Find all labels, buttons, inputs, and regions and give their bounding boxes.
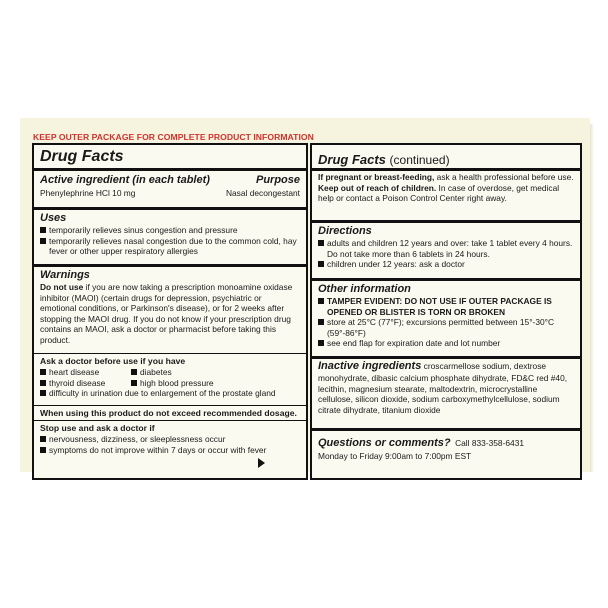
stop-use-item: symptoms do not improve within 7 days or occur with fever xyxy=(40,445,300,456)
purpose-value: Nasal decongestant xyxy=(225,188,300,198)
pregnancy-label: If pregnant or breast-feeding, xyxy=(318,172,435,182)
ask-doctor-item: difficulty in urination due to enlargement of the prostate gland xyxy=(40,388,300,399)
direction-item: adults and children 12 years and over: take 1 tablet every 4 hours. Do not take more than 6 tablets in 24 hours. xyxy=(318,238,574,259)
active-ingredient: Phenylephrine HCl 10 mg xyxy=(40,188,136,198)
divider xyxy=(312,428,580,431)
expiration-info: see end flap for expiration date and lot number xyxy=(318,338,574,349)
dosage-warning: When using this product do not exceed recommended dosage. xyxy=(40,408,297,418)
stop-use-title: Stop use and ask a doctor if xyxy=(40,423,155,433)
questions-hours: Monday to Friday 9:00am to 7:00pm EST xyxy=(318,451,472,461)
ask-doctor-title: Ask a doctor before use if you have xyxy=(40,356,186,366)
package-edge xyxy=(590,124,594,472)
purpose-header: Purpose xyxy=(255,174,300,186)
divider xyxy=(312,278,580,281)
inactive-ingredients xyxy=(318,360,574,415)
pregnancy-warning xyxy=(318,172,574,183)
drug-facts-title: Drug Facts xyxy=(40,148,124,165)
other-information-title: Other information xyxy=(318,283,411,295)
divider xyxy=(34,353,306,354)
inactive-ingredients-text: croscarmellose sodium, dextrose monohydrate, dibasic calcium phosphate dihydrate, FD&C red #40, lecithin, magnesium stearate, maltodextrin, microcrystalline cellulose, silicon dioxide, sodium carboxymethylcellulose, sodium citrate dihydrate, titanium dioxide xyxy=(318,361,568,415)
ask-doctor-item: heart disease xyxy=(40,367,117,378)
children-text: In case of overdose, get medical help or contact a Poison Control Center right away. xyxy=(318,182,560,204)
active-ingredient-header: Active ingredient (in each tablet) xyxy=(40,174,210,186)
divider xyxy=(312,168,580,171)
uses-title: Uses xyxy=(40,212,67,224)
questions-phone: Call 833-358-6431 xyxy=(455,438,525,448)
do-not-use-text: if you are now taking a prescription monoamine oxidase inhibitor (MAOI) (certain drugs for depression, psychiatric or emotional conditions, or Parkinson's disease), or for 2 weeks after stopping the MAOI drug. If you do not know if your prescription drug contains an MAOI, ask a doctor or pharmacist before taking this product. xyxy=(40,282,293,345)
use-item: temporarily relieves sinus congestion and pressure xyxy=(40,225,300,236)
drug-facts-continued-title xyxy=(318,151,574,169)
divider xyxy=(34,168,306,171)
children-warning xyxy=(318,183,574,204)
do-not-use-label: Do not use xyxy=(40,282,84,292)
divider xyxy=(312,356,580,359)
divider xyxy=(34,207,306,210)
children-label: Keep out of reach of children. xyxy=(318,182,437,193)
tamper-evident-notice: TAMPER EVIDENT: DO NOT USE IF OUTER PACKAGE IS OPENED OR BLISTER IS TORN OR BROKEN xyxy=(318,296,574,317)
drug-facts-panel-right xyxy=(310,143,582,480)
continue-arrow-icon xyxy=(258,458,265,468)
questions-section xyxy=(318,433,574,451)
questions-title: Questions or comments? xyxy=(318,437,451,449)
ask-doctor-item: thyroid disease xyxy=(40,378,117,389)
drug-facts-title: Drug Facts xyxy=(318,152,386,167)
storage-info: store at 25°C (77°F); excursions permitted between 15°-30°C (59°-86°F) xyxy=(318,317,574,338)
directions-title: Directions xyxy=(318,225,372,237)
divider xyxy=(34,264,306,267)
use-item: temporarily relieves nasal congestion due to the common cold, hay fever or other upper respiratory allergies xyxy=(40,236,300,257)
divider xyxy=(312,220,580,223)
do-not-use-warning xyxy=(40,282,300,346)
warnings-title: Warnings xyxy=(40,269,90,281)
ask-doctor-item: high blood pressure xyxy=(131,378,214,389)
pregnancy-text: ask a health professional before use. xyxy=(436,172,574,182)
direction-item: children under 12 years: ask a doctor xyxy=(318,259,574,270)
ask-doctor-item: diabetes xyxy=(131,367,172,378)
divider xyxy=(34,405,306,406)
keep-package-banner: KEEP OUTER PACKAGE FOR COMPLETE PRODUCT INFORMATION xyxy=(33,132,314,142)
inactive-ingredients-title: Inactive ingredients xyxy=(318,360,422,372)
drug-facts-panel-left xyxy=(32,143,308,480)
divider xyxy=(34,420,306,421)
continued-label: (continued) xyxy=(389,153,450,167)
stop-use-item: nervousness, dizziness, or sleeplessness occur xyxy=(40,434,300,445)
